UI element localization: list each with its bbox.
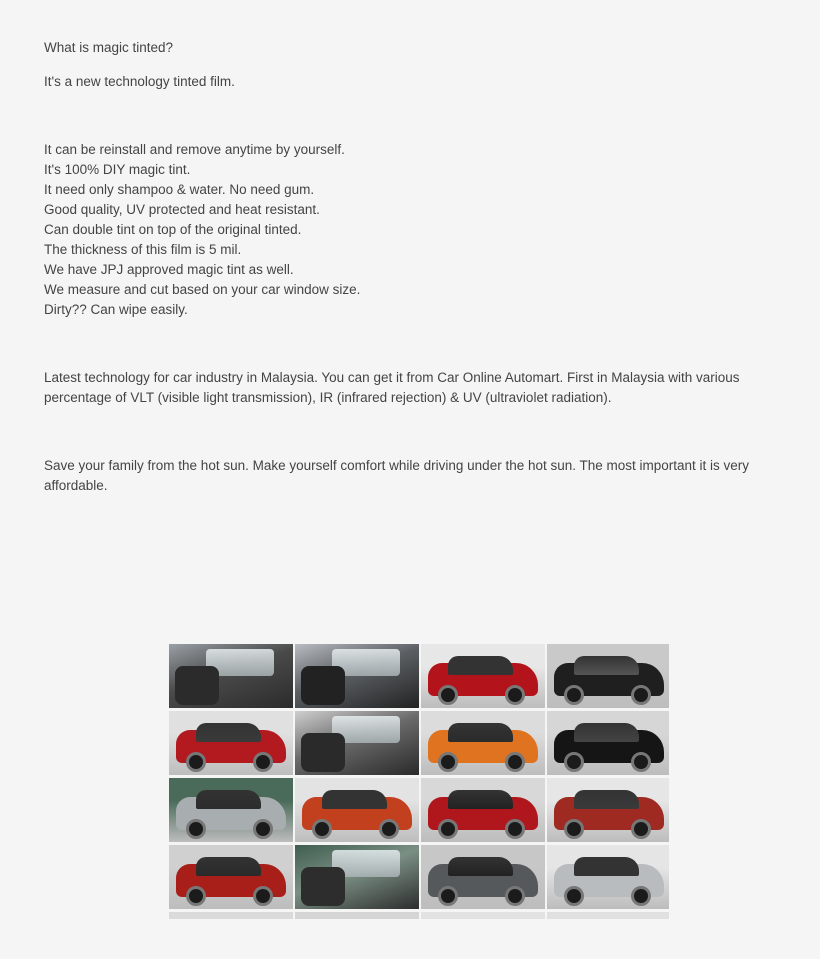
photo-thumbnail — [421, 644, 545, 708]
photo-thumbnail — [421, 912, 545, 919]
spacer — [44, 408, 784, 456]
photo-thumbnail — [295, 644, 419, 708]
photo-thumbnail — [421, 778, 545, 842]
intro-question: What is magic tinted? — [44, 40, 174, 55]
photo-thumbnail — [169, 845, 293, 909]
photo-thumbnail — [295, 845, 419, 909]
feature-line: It need only shampoo & water. No need gum. — [44, 182, 315, 197]
photo-thumbnail — [295, 912, 419, 919]
photo-thumbnail — [547, 912, 669, 919]
feature-line: It's 100% DIY magic tint. — [44, 162, 191, 177]
photo-thumbnail — [169, 778, 293, 842]
feature-line: We measure and cut based on your car window size. — [44, 282, 361, 297]
photo-thumbnail — [547, 644, 669, 708]
photo-thumbnail — [547, 711, 669, 775]
spacer — [44, 320, 784, 368]
photo-thumbnail — [421, 711, 545, 775]
photo-thumbnail — [295, 778, 419, 842]
feature-line: We have JPJ approved magic tint as well. — [44, 262, 294, 277]
photo-thumbnail — [547, 845, 669, 909]
photo-collage — [169, 644, 669, 919]
paragraph-family: Save your family from the hot sun. Make yourself comfort while driving under the hot sun. The most important it is very affordable. — [44, 458, 750, 493]
feature-line: It can be reinstall and remove anytime by yourself. — [44, 142, 345, 157]
spacer — [44, 92, 784, 140]
intro-answer: It's a new technology tinted film. — [44, 74, 235, 89]
feature-line: Good quality, UV protected and heat resistant. — [44, 202, 320, 217]
photo-thumbnail — [295, 711, 419, 775]
photo-thumbnail — [421, 845, 545, 909]
feature-line: Dirty?? Can wipe easily. — [44, 302, 188, 317]
photo-thumbnail — [169, 644, 293, 708]
feature-line: Can double tint on top of the original tinted. — [44, 222, 302, 237]
feature-line: The thickness of this film is 5 mil. — [44, 242, 242, 257]
photo-thumbnail — [169, 711, 293, 775]
paragraph-technology: Latest technology for car industry in Malaysia. You can get it from Car Online Automart. First in Malaysia with various percentage of VLT (visible light transmission), IR (infrared rejection) & UV (ultraviolet radiation). — [44, 370, 740, 405]
article-body — [44, 38, 784, 496]
photo-thumbnail — [169, 912, 293, 919]
feature-list — [44, 140, 784, 320]
photo-thumbnail — [547, 778, 669, 842]
